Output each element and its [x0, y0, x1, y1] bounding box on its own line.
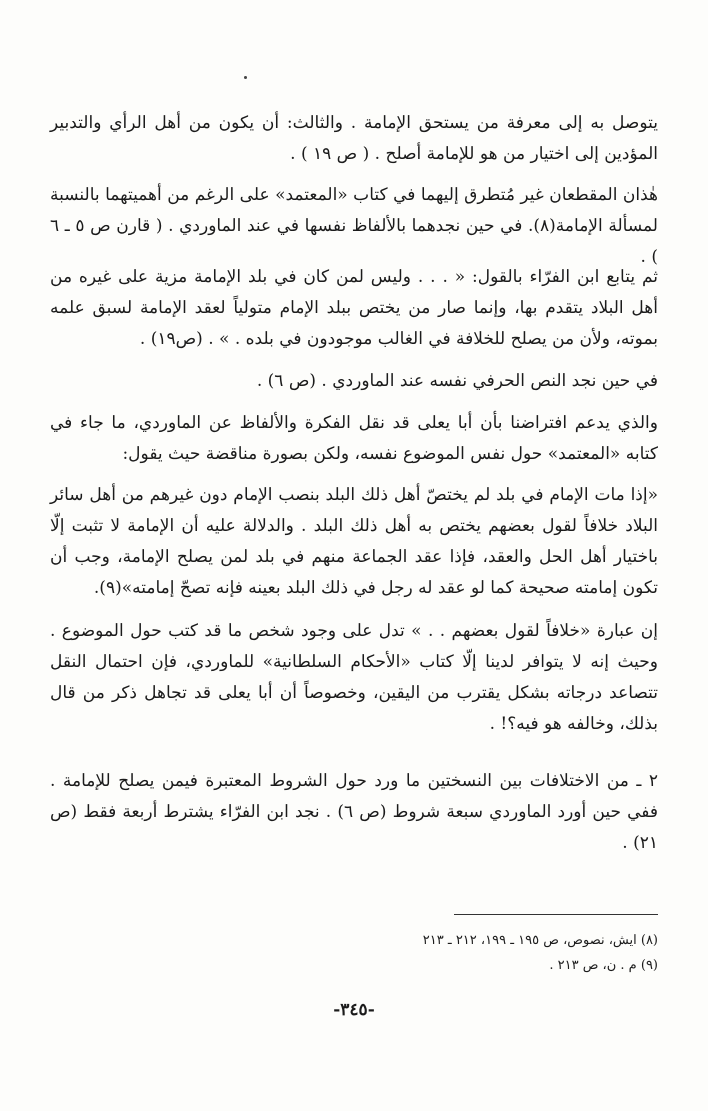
paragraph-text: ٢ ـ من الاختلافات بين النسختين ما ورد حول الشروط المعتبرة فيمن يصلح للإمامة . ففي حين أورد الماوردي سبعة شروط (ص ٦) . نجد ابن الفرّاء يشترط أربعة فقط (ص ٢١) .	[50, 771, 658, 853]
paragraph-7	[50, 766, 658, 859]
page-number: -٣٤٥-	[333, 1000, 375, 1020]
paragraph-text: إن عبارة «خلافاً لقول بعضهم . . » تدل على وجود شخص ما قد كتب حول الموضوع . وحيث إنه لا يتوافر لدينا إلّا كتاب «الأحكام السلطانية» للماوردي، فإن احتمال النقل تتصاعد درجاته بشكل يقترب من اليقين، وخصوصاً أن أبا يعلى قد تجاهل ذكر من قال بذلك، وخالفه هو فيه؟! .	[50, 621, 658, 734]
footnote-divider	[454, 914, 658, 915]
paragraph-text: والذي يدعم افتراضنا بأن أبا يعلى قد نقل الفكرة والألفاظ عن الماوردي، ما جاء في كتابه «المعتمد» حول نفس الموضوع نفسه، ولكن بصورة مناقضة حيث يقول:	[50, 413, 658, 464]
quotation	[50, 480, 658, 604]
paragraph-6	[50, 616, 658, 740]
paragraph-2	[50, 180, 658, 273]
paragraph-5	[50, 408, 658, 470]
paragraph-1	[50, 108, 658, 170]
paragraph-text: «إذا مات الإمام في بلد لم يختصّ أهل ذلك البلد بنصب الإمام دون غيرهم من أهل سائر البلاد خلافاً لقول بعضهم يختص به أهل ذلك البلد . والدلالة عليه أن الإمامة لا تثبت إلّا باختيار أهل الحل والعقد، فإذا عقد الجماعة منهم في بلد لمن يصلح الإمامة، وجب أن تكون إمامته صحيحة كما لو عقد له رجل في ذلك البلد بعينه فإنه تصحّ إمامته»(٩).	[50, 485, 658, 598]
paragraph-text: يتوصل به إلى معرفة من يستحق الإمامة . والثالث: أن يكون من أهل الرأي والتدبير المؤدين إلى اختيار من هو للإمامة أصلح . ( ص ١٩ ) .	[50, 113, 658, 164]
paragraph-text: ثم يتابع ابن الفرّاء بالقول: « . . . وليس لمن كان في بلد الإمامة مزية على غيره من أهل البلاد يتقدم بها، وإنما صار من يختص ببلد الإمام متولياً لعقد الإمامة لسبق علمه بموته، ولأن من يصلح للخلافة في الغالب موجودون في بلده . » . (ص١٩) .	[50, 267, 658, 349]
paragraph-text: في حين نجد النص الحرفي نفسه عند الماوردي . (ص ٦) .	[256, 371, 658, 391]
footnote-8: (٨) ايش، نصوص، ص ١٩٥ ـ ١٩٩، ٢١٢ ـ ٢١٣	[422, 933, 658, 948]
margin-mark	[244, 76, 247, 79]
paragraph-3	[50, 262, 658, 355]
footnote-9: (٩) م . ن، ص ٢١٣ .	[549, 958, 658, 973]
footnotes	[50, 928, 658, 978]
paragraph-text: هٰذان المقطعان غير مُتطرق إليهما في كتاب «المعتمد» على الرغم من أهميتهما بالنسبة لمسألة الإمامة(٨). في حين نجدهما بالألفاظ نفسها في عند الماوردي . ( قارن ص ٥ ـ ٦ ) .	[50, 185, 658, 267]
paragraph-4	[50, 366, 658, 397]
